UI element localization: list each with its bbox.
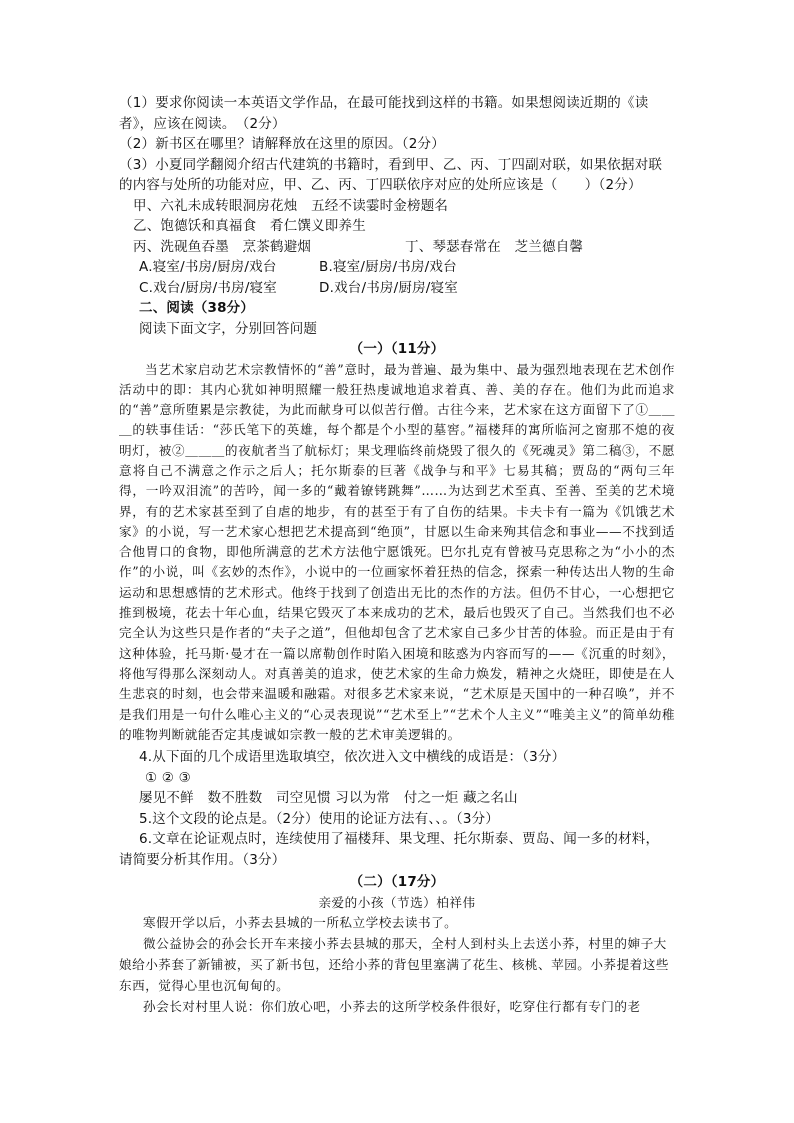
story-paragraph: 孙会长对村里人说：你们放心吧，小荞去的这所学校条件很好，吃穿住行都有专门的老 [143, 998, 641, 1014]
question-1-line-2: 者》，应该在阅读。 （2分） [119, 115, 286, 132]
couplet-row-bing-ding [119, 237, 675, 258]
couplet-jia: 甲、六礼未成转眼洞房花烛 五经不读霎时金榜题名 [133, 197, 449, 214]
couplet-bing: 丙、洗砚鱼吞墨 烹茶鹤避烟 [133, 238, 312, 255]
option-a: A.寝室/书房/厨房/戏台 [139, 259, 277, 275]
document-page [119, 93, 675, 1017]
question-4-idioms: 屡见不鲜 数不胜数 司空见惯 习以为常 付之一炬 藏之名山 [139, 790, 518, 807]
options-row-1 [119, 257, 675, 278]
couplet-yi: 乙、饱德饫和真福食 肴仁馔义即养生 [133, 218, 366, 234]
part-1-heading: （一）（11分） [349, 341, 445, 357]
couplet-ding: 丁、琴瑟春常在 芝兰德自馨 [405, 238, 584, 255]
question-4-slots: ① ② ③ [145, 769, 191, 786]
option-d: D.戏台/书房/厨房/寝室 [319, 279, 458, 296]
story-paragraph: 寒假开学以后，小荞去县城的一所私立学校去读书了。 [143, 915, 458, 931]
question-2: （2）新书区在哪里？请解释放在这里的原因。（2分） [119, 136, 445, 152]
option-c: C.戏台/厨房/书房/寝室 [139, 279, 277, 296]
part-2-heading: （二）（17分） [349, 874, 445, 891]
question-4-stem: 4.从下面的几个成语里选取填空，依次进入文中横线的成语是：（3分） [139, 749, 566, 766]
section-2-heading: 二、阅读（38分） [139, 300, 255, 316]
part-1-passage: 当艺术家启动艺术宗教情怀的“善”意时，最为普遍、最为集中、最为强烈地表现在艺术创作活动中的即：其内心犹如神明照耀一般狂热虔诚地追求着真、善、美的存在。他们为此而追求的“善”意所堕累是宗教徒，为此而献身可以似苦行僧。古往今来，艺术家在这方面留下了①＿＿＿的轶事佳话：“莎氏笔下的英雄，每个都是个小型的墓窖。”福楼拜的寓所临河之窗那不熄的夜明灯，被②＿＿＿的夜航者当了航标灯；果戈理临终前烧毁了很久的《死魂灵》第二稿③，不愿意将自己不满意之作示之后人；托尔斯泰的巨著《战争与和平》七易其稿；贾岛的“两句三年得，一吟双泪流”的苦吟，闻一多的“戴着镣铐跳舞”……为达到艺术至真、至善、至美的艺术境界，有的艺术家甚至到了自虐的地步，有的甚至于有了自伤的结果。卡夫卡有一篇为《饥饿艺术家》的小说，写一艺术家心想把艺术提高到“绝顶”，甘愿以生命来殉其信念和事业——不找到适合他胃口的食物，即他所满意的艺术方法他宁愿饿死。巴尔扎克有曾被马克思称之为“小小的杰作”的小说，叫《玄妙的杰作》，小说中的一位画家怀着狂热的信念，探索一种传达出人物的生命运动和思想感情的艺术形式。他终于找到了创造出无比的杰作的方法。但仍不甘心，一心想把它推到极境，花去十年心血，结果它毁灭了本来成功的艺术，最后也毁灭了自己。当然我们也不必完全认为这些只是作者的“夫子之道”，但他却包含了艺术家自己多少甘苦的体验。而正是由于有这种体验，托马斯·曼才在一篇以席勒创作时陷入困境和眩惑为内容而写的——《沉重的时刻》，将他写得那么深刻动人。对真善美的追求，使艺术家的生命力焕发，精神之火烧旺，即使是在人生悲哀的时刻，也会带来温暖和融霜。对很多艺术家来说，“艺术原是天国中的一种召唤”，并不是我们用是一句什么唯心主义的“心灵表现说”“艺术至上”“艺术个人主义”“唯美主义”的简单幼稚的唯物判断就能否定其虔诚如宗教一般的艺术审美逻辑的。 [119, 361, 675, 742]
section-2-instruction: 阅读下面文字，分别回答问题 [139, 320, 318, 337]
question-6-line-1: 6.文章在论证观点时，连续使用了福楼拜、果戈理、托尔斯泰、贾岛、闻一多的材料， [139, 831, 660, 848]
question-6-line-2: 请简要分析其作用。（3分） [119, 851, 286, 868]
option-b: B.寝室/厨房/书房/戏台 [319, 259, 457, 275]
question-3-line-1: （3）小夏同学翻阅介绍古代建筑的书籍时，看到甲、乙、丙、丁四副对联，如果依据对联 [119, 156, 663, 173]
question-3-line-2: 的内容与处所的功能对应，甲、乙、丙、丁四联依序对应的处所应该是（ ）（2分） [119, 177, 642, 193]
story-paragraph: 微公益协会的孙会长开车来接小荞去县城的那天，全村人到村头上去送小荞，村里的婶子大娘给小荞套了新铺被，买了新书包，还给小荞的背包里塞满了花生、核桃、苹园。小荞提着这些东西，觉得心里也沉甸甸的。 [119, 936, 669, 993]
question-5: 5.这个文段的论点是。（2分）使用的论证方法有、、。（3分） [139, 810, 500, 827]
options-row-2 [119, 278, 675, 299]
question-1-line-1: （1）要求你阅读一本英语文学作品，在最可能找到这样的书籍。如果想阅读近期的《读 [119, 95, 649, 111]
story-title: 亲爱的小孩（节选）柏祥伟 [318, 894, 476, 910]
